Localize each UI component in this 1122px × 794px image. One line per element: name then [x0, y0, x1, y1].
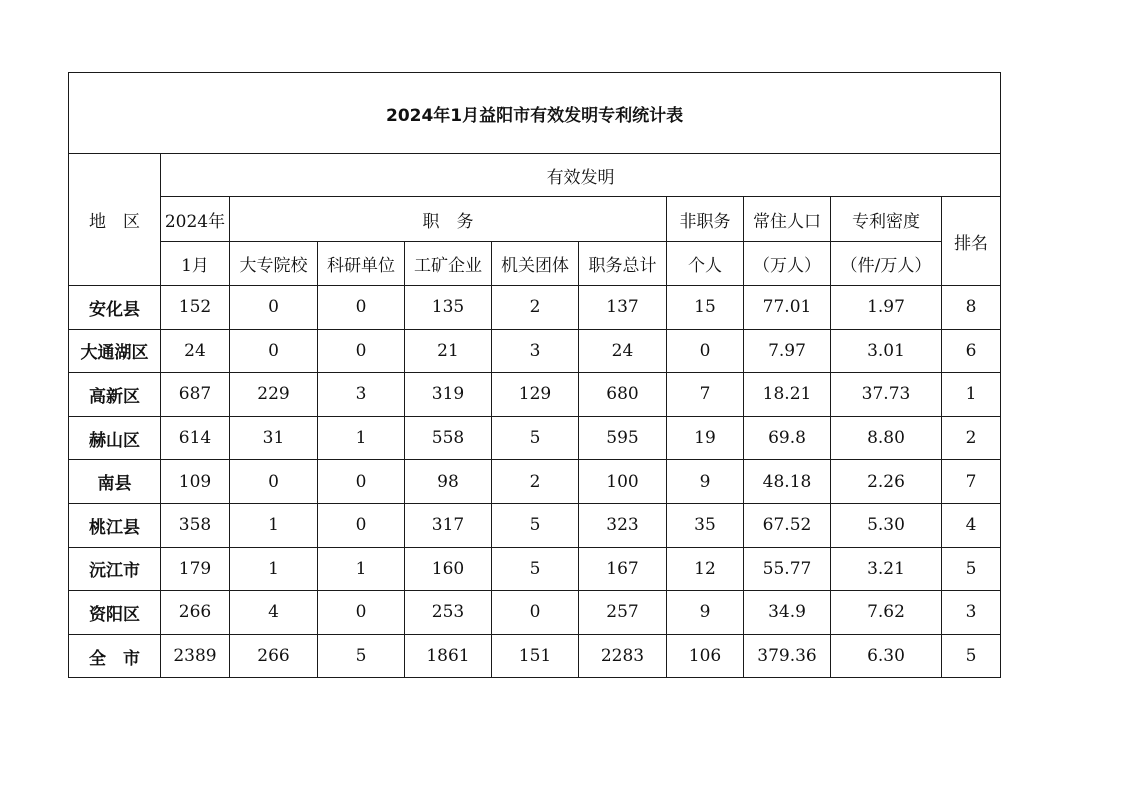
- header-population: 常住人口: [744, 197, 831, 242]
- cell-jan: 687: [161, 373, 230, 417]
- cell-service-total: 323: [579, 503, 667, 547]
- table-row: [69, 286, 1001, 330]
- table-row: [69, 329, 1001, 373]
- cell-college: 4: [230, 591, 318, 635]
- header-industry: 工矿企业: [405, 242, 492, 286]
- cell-rank: 5: [942, 634, 1001, 678]
- cell-region: 大通湖区: [69, 329, 161, 373]
- cell-region: 赫山区: [69, 416, 161, 460]
- header-service: 职 务: [230, 197, 667, 242]
- cell-research: 0: [318, 286, 405, 330]
- cell-college: 229: [230, 373, 318, 417]
- header-rank: 排名: [942, 197, 1001, 286]
- cell-college: 0: [230, 329, 318, 373]
- table-row: [69, 547, 1001, 591]
- cell-service-total: 167: [579, 547, 667, 591]
- cell-service-total: 595: [579, 416, 667, 460]
- cell-density: 37.73: [831, 373, 942, 417]
- cell-region: 桃江县: [69, 503, 161, 547]
- header-density-unit: （件/万人）: [831, 242, 942, 286]
- cell-org: 0: [492, 591, 579, 635]
- cell-research: 1: [318, 416, 405, 460]
- cell-population: 379.36: [744, 634, 831, 678]
- cell-industry: 135: [405, 286, 492, 330]
- cell-region: 沅江市: [69, 547, 161, 591]
- table-row: [69, 460, 1001, 504]
- table-row: [69, 634, 1001, 678]
- header-non-service: 非职务: [667, 197, 744, 242]
- cell-org: 2: [492, 460, 579, 504]
- cell-industry: 98: [405, 460, 492, 504]
- cell-rank: 2: [942, 416, 1001, 460]
- cell-population: 55.77: [744, 547, 831, 591]
- cell-region: 全 市: [69, 634, 161, 678]
- cell-rank: 8: [942, 286, 1001, 330]
- cell-service-total: 257: [579, 591, 667, 635]
- cell-college: 266: [230, 634, 318, 678]
- cell-org: 5: [492, 503, 579, 547]
- cell-region: 高新区: [69, 373, 161, 417]
- header-service-total: 职务总计: [579, 242, 667, 286]
- cell-jan: 358: [161, 503, 230, 547]
- cell-college: 31: [230, 416, 318, 460]
- cell-density: 2.26: [831, 460, 942, 504]
- cell-region: 南县: [69, 460, 161, 504]
- header-population-unit: （万人）: [744, 242, 831, 286]
- cell-research: 0: [318, 329, 405, 373]
- cell-region: 安化县: [69, 286, 161, 330]
- patent-statistics-table: [68, 72, 1001, 678]
- cell-college: 1: [230, 547, 318, 591]
- cell-jan: 24: [161, 329, 230, 373]
- header-2024: 2024年: [161, 197, 230, 242]
- cell-jan: 2389: [161, 634, 230, 678]
- cell-individual: 15: [667, 286, 744, 330]
- header-organization: 机关团体: [492, 242, 579, 286]
- cell-research: 3: [318, 373, 405, 417]
- table-row: [69, 416, 1001, 460]
- cell-density: 3.01: [831, 329, 942, 373]
- cell-density: 7.62: [831, 591, 942, 635]
- cell-population: 34.9: [744, 591, 831, 635]
- table-title: 2024年1月益阳市有效发明专利统计表: [69, 73, 1001, 154]
- cell-population: 67.52: [744, 503, 831, 547]
- cell-individual: 9: [667, 460, 744, 504]
- table-row: [69, 591, 1001, 635]
- cell-org: 5: [492, 547, 579, 591]
- cell-rank: 6: [942, 329, 1001, 373]
- cell-rank: 4: [942, 503, 1001, 547]
- cell-college: 0: [230, 286, 318, 330]
- header-individual: 个人: [667, 242, 744, 286]
- cell-rank: 5: [942, 547, 1001, 591]
- cell-industry: 317: [405, 503, 492, 547]
- cell-jan: 152: [161, 286, 230, 330]
- cell-individual: 106: [667, 634, 744, 678]
- cell-individual: 35: [667, 503, 744, 547]
- cell-density: 5.30: [831, 503, 942, 547]
- cell-density: 3.21: [831, 547, 942, 591]
- cell-industry: 558: [405, 416, 492, 460]
- cell-service-total: 100: [579, 460, 667, 504]
- cell-individual: 12: [667, 547, 744, 591]
- cell-industry: 319: [405, 373, 492, 417]
- table-row: [69, 503, 1001, 547]
- cell-rank: 1: [942, 373, 1001, 417]
- cell-population: 18.21: [744, 373, 831, 417]
- cell-density: 6.30: [831, 634, 942, 678]
- cell-individual: 7: [667, 373, 744, 417]
- cell-research: 1: [318, 547, 405, 591]
- cell-population: 7.97: [744, 329, 831, 373]
- cell-industry: 253: [405, 591, 492, 635]
- header-effective-invention: 有效发明: [161, 154, 1001, 197]
- table-row: [69, 373, 1001, 417]
- cell-college: 0: [230, 460, 318, 504]
- cell-rank: 7: [942, 460, 1001, 504]
- cell-population: 77.01: [744, 286, 831, 330]
- cell-research: 0: [318, 503, 405, 547]
- cell-population: 69.8: [744, 416, 831, 460]
- cell-individual: 19: [667, 416, 744, 460]
- cell-industry: 160: [405, 547, 492, 591]
- cell-density: 8.80: [831, 416, 942, 460]
- cell-jan: 614: [161, 416, 230, 460]
- header-density: 专利密度: [831, 197, 942, 242]
- header-research: 科研单位: [318, 242, 405, 286]
- header-college: 大专院校: [230, 242, 318, 286]
- cell-individual: 0: [667, 329, 744, 373]
- cell-org: 151: [492, 634, 579, 678]
- cell-org: 3: [492, 329, 579, 373]
- header-jan: 1月: [161, 242, 230, 286]
- cell-college: 1: [230, 503, 318, 547]
- cell-population: 48.18: [744, 460, 831, 504]
- cell-research: 0: [318, 460, 405, 504]
- cell-service-total: 24: [579, 329, 667, 373]
- cell-jan: 109: [161, 460, 230, 504]
- header-region: 地 区: [69, 154, 161, 286]
- cell-org: 2: [492, 286, 579, 330]
- cell-rank: 3: [942, 591, 1001, 635]
- cell-service-total: 137: [579, 286, 667, 330]
- cell-org: 129: [492, 373, 579, 417]
- cell-industry: 1861: [405, 634, 492, 678]
- cell-service-total: 680: [579, 373, 667, 417]
- cell-research: 0: [318, 591, 405, 635]
- cell-jan: 179: [161, 547, 230, 591]
- cell-industry: 21: [405, 329, 492, 373]
- cell-research: 5: [318, 634, 405, 678]
- cell-org: 5: [492, 416, 579, 460]
- cell-jan: 266: [161, 591, 230, 635]
- cell-service-total: 2283: [579, 634, 667, 678]
- cell-region: 资阳区: [69, 591, 161, 635]
- cell-density: 1.97: [831, 286, 942, 330]
- cell-individual: 9: [667, 591, 744, 635]
